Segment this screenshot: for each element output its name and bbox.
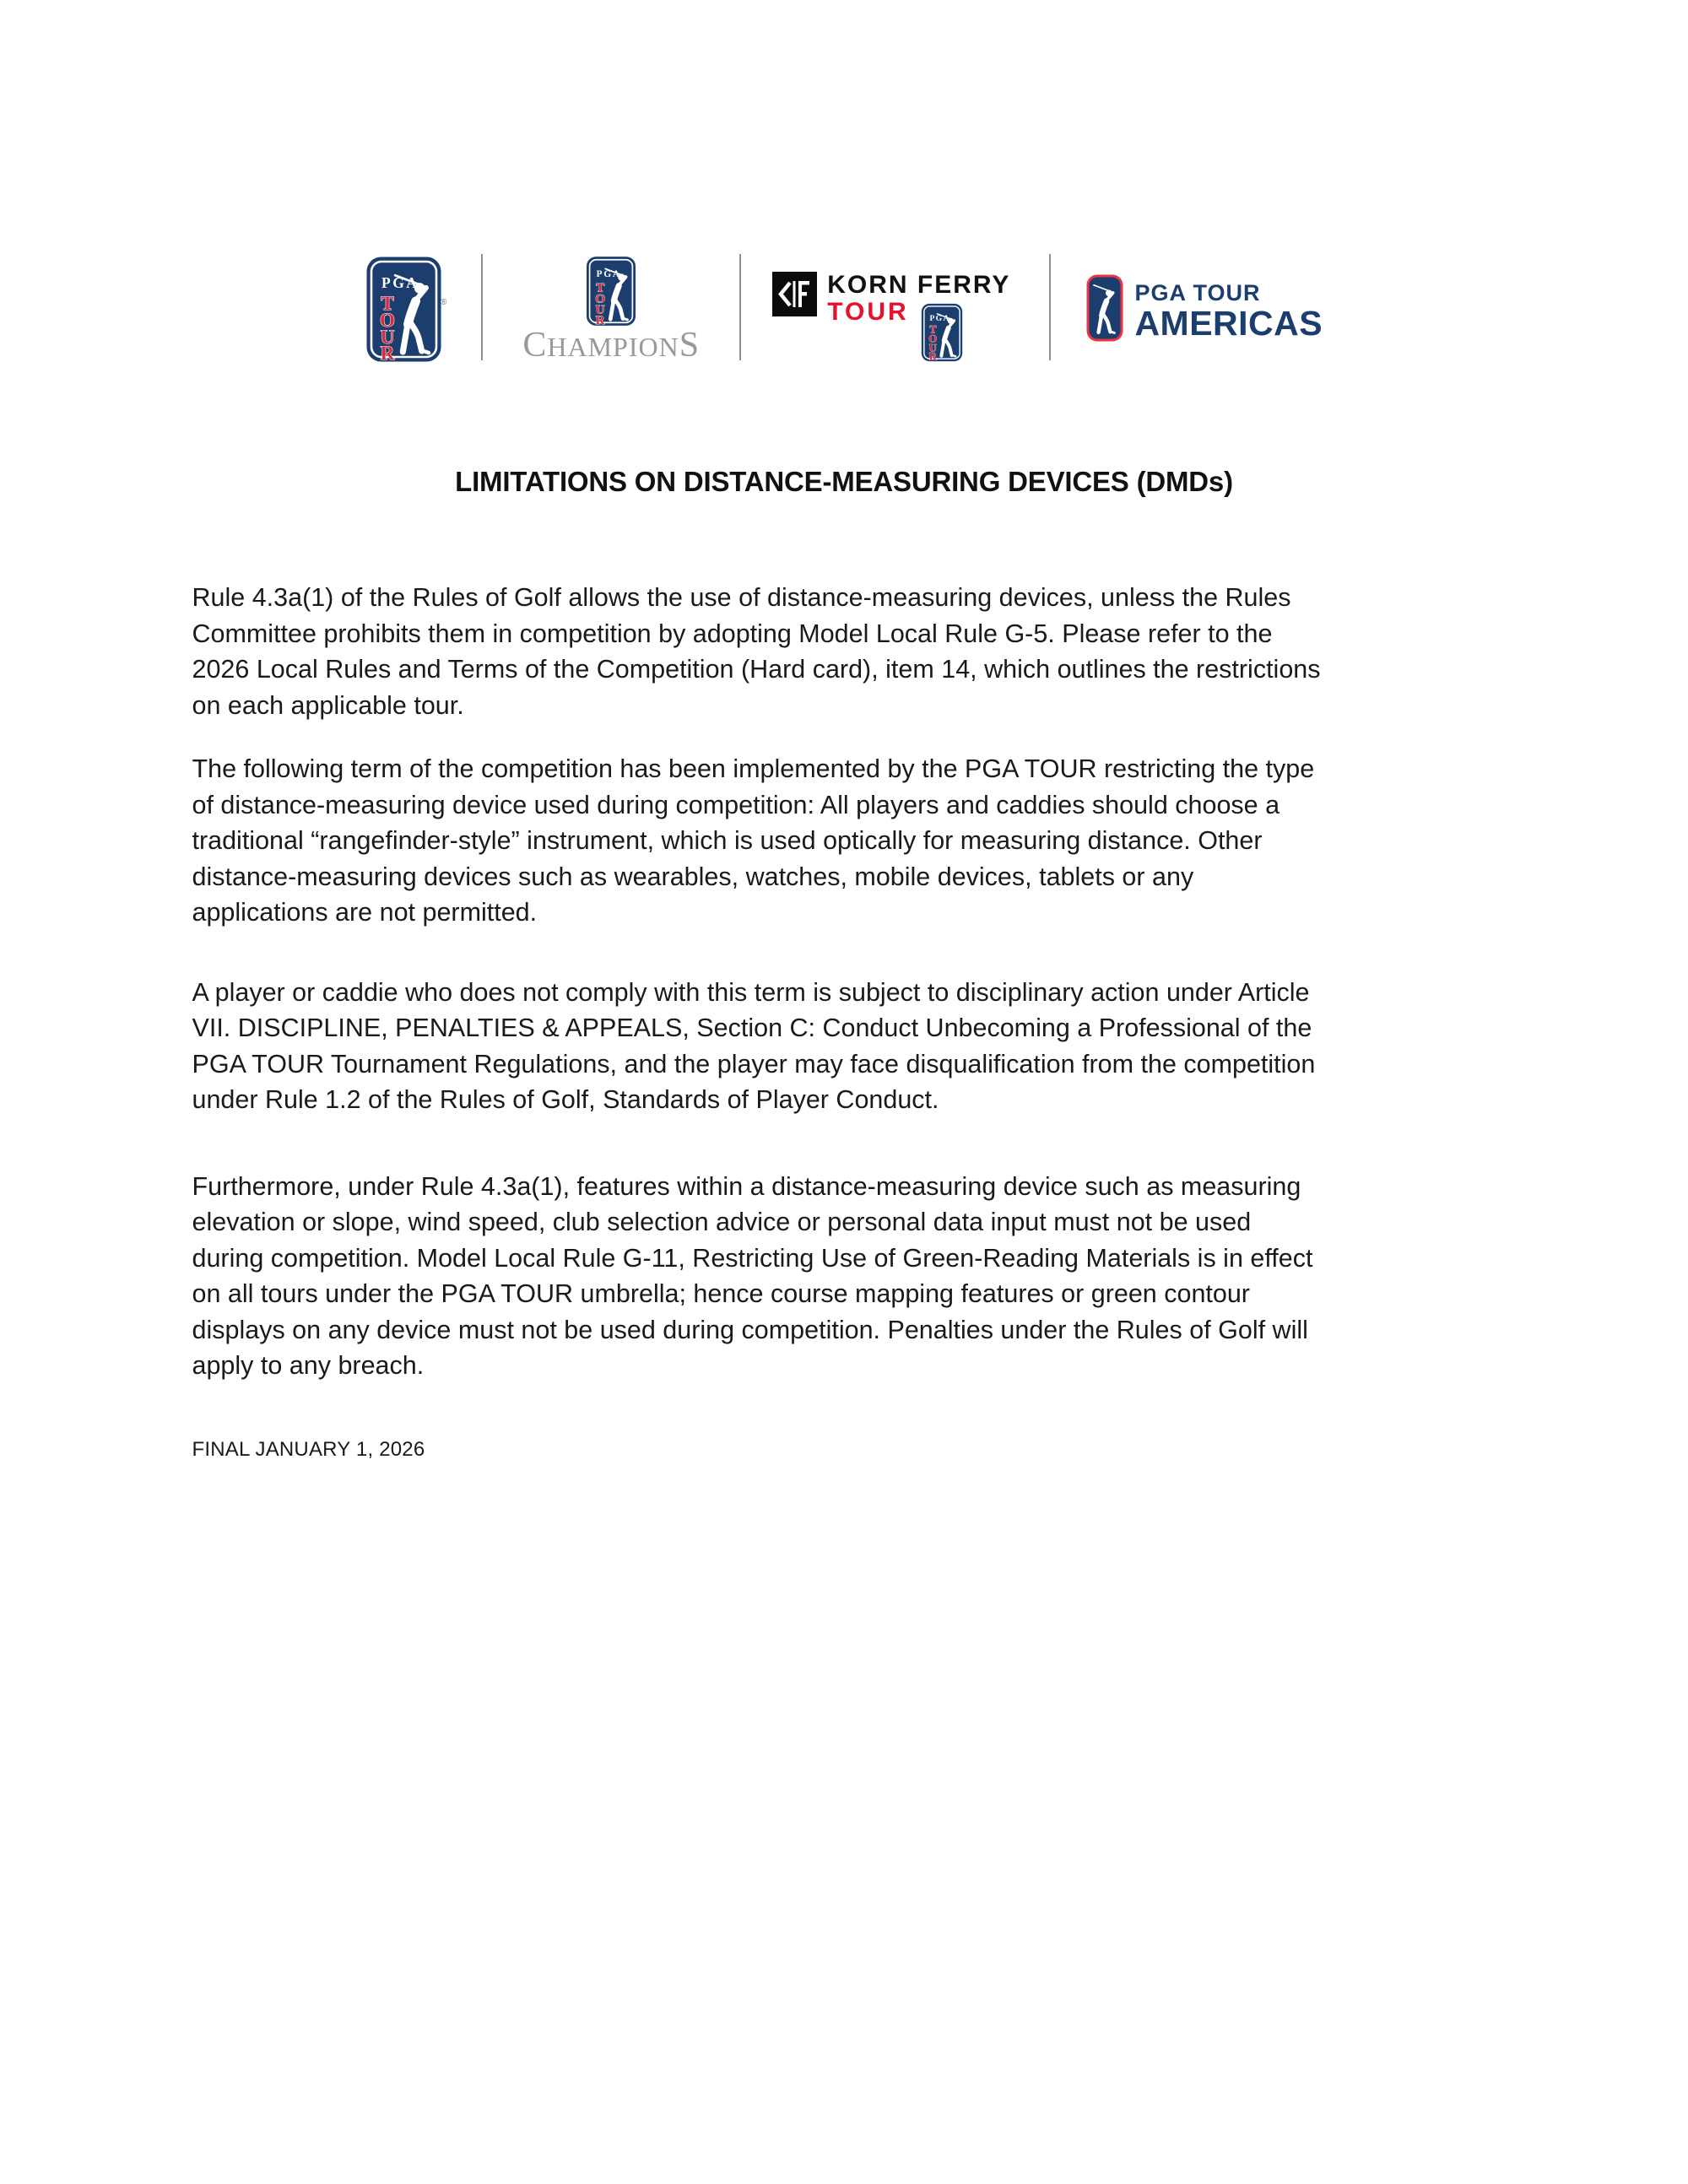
korn-ferry-monogram-icon xyxy=(772,272,817,316)
document-title: LIMITATIONS ON DISTANCE-MEASURING DEVICES (DMDs) xyxy=(455,466,1233,497)
korn-ferry-tour-word: TOUR xyxy=(827,298,909,326)
americas-text xyxy=(1134,280,1323,342)
paragraph-line: apply to any breach. xyxy=(192,1351,425,1380)
paragraph-line: of distance-measuring device used during competition: All players and caddies should choose a xyxy=(192,790,1280,819)
registered-mark: ® xyxy=(440,298,447,307)
korn-ferry-name: KORN FERRY xyxy=(827,271,1011,299)
paragraph-line: A player or caddie who does not comply with this term is subject to disciplinary action under Article xyxy=(192,977,1310,1007)
paragraph-line: under Rule 1.2 of the Rules of Golf, Standards of Player Conduct. xyxy=(192,1085,939,1114)
pga-tour-shield-icon xyxy=(586,256,636,327)
logo-divider xyxy=(481,254,483,360)
paragraph-line: 2026 Local Rules and Terms of the Competition (Hard card), item 14, which outlines the restrictions xyxy=(192,655,1321,684)
pga-tour-logo-icon xyxy=(365,256,442,363)
champions-mid: HAMPION xyxy=(547,332,679,362)
pga-tour-shield-icon xyxy=(921,303,963,362)
paragraph-line: applications are not permitted. xyxy=(192,898,538,927)
logo-divider xyxy=(739,254,741,360)
champions-initial: C xyxy=(522,326,548,365)
paragraph-line: Committee prohibits them in competition by adopting Model Local Rule G-5. Please refer to the xyxy=(192,619,1273,648)
paragraph-line: during competition. Model Local Rule G-11, Restricting Use of Green-Reading Materials is in effect xyxy=(192,1243,1313,1273)
americas-word: AMERICAS xyxy=(1134,304,1323,343)
logo-header xyxy=(0,254,1688,381)
paragraph xyxy=(192,751,1496,931)
paragraph-line: traditional “rangefinder-style” instrument, which is used optically for measuring distance. Other xyxy=(192,826,1263,855)
pga-tour-americas-logo xyxy=(1086,274,1323,342)
paragraph xyxy=(192,580,1496,723)
paragraph-line: PGA TOUR Tournament Regulations, and the player may face disqualification from the competition xyxy=(192,1049,1316,1078)
paragraph-line: on each applicable tour. xyxy=(192,690,464,720)
americas-shield-icon xyxy=(1086,274,1123,342)
paragraph-line: displays on any device must not be used during competition. Penalties under the Rules of Golf will xyxy=(192,1315,1308,1344)
paragraph-line: elevation or slope, wind speed, club selection advice or personal data input must not be used xyxy=(192,1208,1252,1236)
paragraph-line: The following term of the competition has been implemented by the PGA TOUR restricting the type xyxy=(192,754,1315,783)
americas-pga-tour-word: PGA TOUR xyxy=(1134,280,1261,305)
korn-ferry-tour-logo xyxy=(772,272,1010,362)
paragraph-line: Rule 4.3a(1) of the Rules of Golf allows the use of distance-measuring devices, unless the Rules xyxy=(192,583,1291,612)
pga-tour-champions-logo xyxy=(517,256,705,365)
korn-ferry-text xyxy=(827,272,1010,362)
paragraph xyxy=(192,975,1496,1118)
body-paragraphs xyxy=(192,580,1496,1384)
champions-wordmark xyxy=(522,326,701,365)
paragraph-line: Furthermore, under Rule 4.3a(1), features within a distance-measuring device such as measuring xyxy=(192,1171,1301,1201)
paragraph-line: VII. DISCIPLINE, PENALTIES & APPEALS, Section C: Conduct Unbecoming a Professional of the xyxy=(192,1014,1312,1042)
paragraph-line: on all tours under the PGA TOUR umbrella; hence course mapping features or green contour xyxy=(192,1279,1250,1308)
paragraph xyxy=(192,1169,1496,1384)
footer-note: FINAL JANUARY 1, 2026 xyxy=(192,1437,425,1461)
paragraph-line: distance-measuring devices such as wearables, watches, mobile devices, tablets or any xyxy=(192,862,1194,891)
logo-divider xyxy=(1049,254,1051,360)
champions-final: S xyxy=(679,326,701,365)
